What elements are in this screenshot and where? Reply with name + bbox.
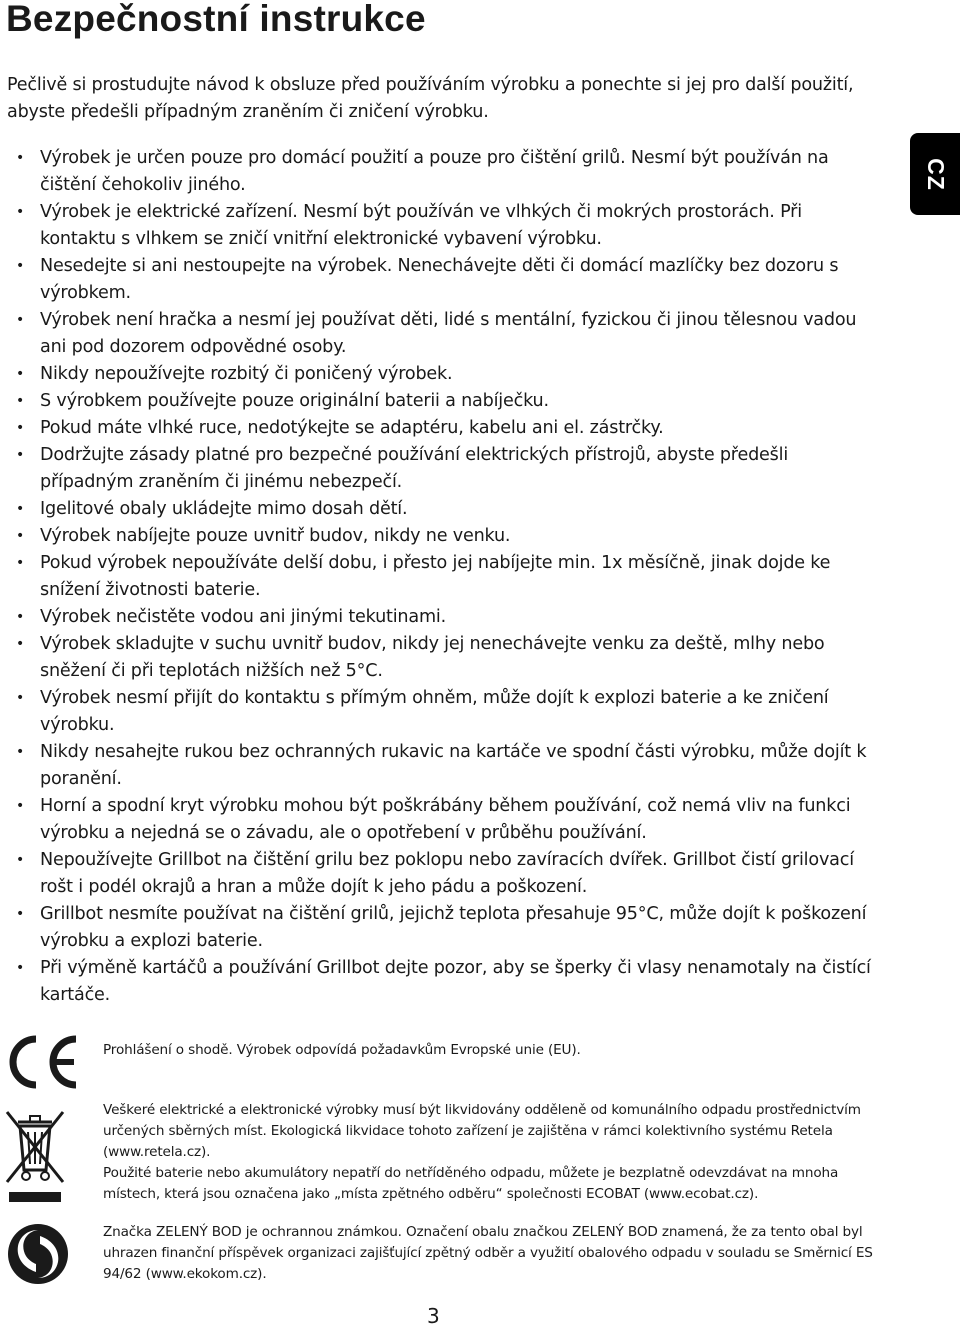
list-item — [14, 442, 876, 496]
rule-text: S výrobkem používejte pouze originální baterii a nabíječku. — [40, 391, 549, 411]
bullet-icon: • — [16, 555, 25, 571]
rule-text: Pokud výrobek nepoužíváte delší dobu, i přesto jej nabíjejte min. 1x měsíčně, jinak dojde ke snížení životnosti baterie. — [40, 553, 831, 600]
list-item — [14, 496, 876, 523]
bullet-icon: • — [16, 258, 25, 274]
bullet-icon: • — [16, 960, 25, 976]
list-item — [14, 523, 876, 550]
list-item — [14, 388, 876, 415]
rule-text: Výrobek nabíjejte pouze uvnitř budov, nikdy ne venku. — [40, 526, 511, 546]
battery-notice-text: Použité baterie nebo akumulátory nepatří do netříděného odpadu, můžete je bezplatně odevzdávat na mnoha místech, která jsou označena jako „místa zpětného odběru“ společnosti ECOBAT (www.ecobat.cz). — [103, 1165, 839, 1202]
list-item — [14, 955, 876, 1009]
rule-text: Nikdy nesahejte rukou bez ochranných rukavic na kartáče ve spodní části výrobku, může dojít k poranění. — [40, 742, 867, 789]
bullet-icon: • — [16, 528, 25, 544]
bullet-icon: • — [16, 690, 25, 706]
list-item — [14, 253, 876, 307]
bullet-icon: • — [16, 420, 25, 436]
list-item — [14, 604, 876, 631]
bullet-icon: • — [16, 366, 25, 382]
bullet-icon: • — [16, 501, 25, 517]
bullet-icon: • — [16, 609, 25, 625]
bullet-icon: • — [16, 447, 25, 463]
bullet-icon: • — [16, 312, 25, 328]
rule-text: Horní a spodní kryt výrobku mohou být poškrábány během používání, což nemá vliv na funkci výrobku a nejedná se o závadu, ale o opotřebení v průběhu používání. — [40, 796, 851, 843]
list-item — [14, 145, 876, 199]
rule-text: Grillbot nesmíte používat na čištění grilů, jejichž teplota přesahuje 95°C, může dojít k poškození výrobku a explozi baterie. — [40, 904, 867, 951]
rule-text: Při výměně kartáčů a používání Grillbot dejte pozor, aby se šperky či vlasy nenamotaly na čistící kartáče. — [40, 958, 871, 1005]
rule-text: Výrobek je elektrické zařízení. Nesmí být používán ve vlhkých či mokrých prostorách. Při kontaktu s vlhkem se zničí vnitřní elektronické vybavení výrobku. — [40, 202, 802, 249]
rule-text: Pokud máte vlhké ruce, nedotýkejte se adaptéru, kabelu ani el. zástrčky. — [40, 418, 664, 438]
list-item — [14, 631, 876, 685]
rule-text: Nepoužívejte Grillbot na čištění grilu bez poklopu nebo zavíracích dvířek. Grillbot čistí grilovací rošt i podél okrajů a hran a může dojít k jeho pádu a poškození. — [40, 850, 854, 897]
list-item — [14, 415, 876, 442]
ce-declaration-text: Prohlášení o shodě. Výrobek odpovídá požadavkům Evropské unie (EU). — [103, 1042, 581, 1058]
rule-text: Igelitové obaly ukládejte mimo dosah dětí. — [40, 499, 408, 519]
page-number: 3 — [427, 1304, 440, 1328]
crossed-out-bin-icon — [4, 1108, 66, 1206]
bullet-icon: • — [16, 393, 25, 409]
rule-text: Výrobek není hračka a nesmí jej používat děti, lidé s mentální, fyzickou či jinou tělesnou vadou ani pod dozorem odpovědné osoby. — [40, 310, 857, 357]
list-item — [14, 685, 876, 739]
ce-mark-icon — [6, 1035, 78, 1089]
rule-text: Výrobek skladujte v suchu uvnitř budov, nikdy jej nenechávejte venku za deště, mlhy nebo sněžení či při teplotách nižších než 5°C. — [40, 634, 825, 681]
list-item — [14, 901, 876, 955]
green-dot-notice-text: Značka ZELENÝ BOD je ochrannou známkou. Označení obalu značkou ZELENÝ BOD znamená, že za tento obal byl uhrazen finanční příspěvek organizaci zajišťující zpětný odběr a využití obalového odpadu v souladu se Směrnicí ES 94/62 (www.ekokom.cz). — [103, 1224, 873, 1282]
list-item — [14, 199, 876, 253]
rule-text: Výrobek je určen pouze pro domácí použití a pouze pro čištění grilů. Nesmí být používán na čištění čehokoliv jiného. — [40, 148, 829, 195]
ce-declaration — [103, 1040, 893, 1061]
weee-notice-text: Veškeré elektrické a elektronické výrobky musí být likvidovány odděleně od komunálního odpadu prostřednictvím určených sběrných míst. Ekologická likvidace tohoto zařízení je zajištěna v rámci kolektivního systému Retela (www.retela.cz). — [103, 1102, 861, 1160]
weee-notice — [103, 1100, 893, 1205]
list-item — [14, 739, 876, 793]
rule-text: Nikdy nepoužívejte rozbitý či poničený výrobek. — [40, 364, 453, 384]
bullet-icon: • — [16, 636, 25, 652]
bullet-icon: • — [16, 852, 25, 868]
page-title: Bezpečnostní instrukce — [6, 0, 426, 39]
rule-text: Nesedejte si ani nestoupejte na výrobek. Nenechávejte děti či domácí mazlíčky bez dozoru s výrobkem. — [40, 256, 839, 303]
rule-text: Dodržujte zásady platné pro bezpečné používání elektrických přístrojů, abyste předešli případným zraněním či jinému nebezpečí. — [40, 445, 789, 492]
bullet-icon: • — [16, 798, 25, 814]
list-item — [14, 307, 876, 361]
green-dot-icon — [6, 1222, 70, 1286]
language-tab — [910, 133, 960, 215]
bullet-icon: • — [16, 204, 25, 220]
rule-text: Výrobek nečistěte vodou ani jinými tekutinami. — [40, 607, 446, 627]
green-dot-notice — [103, 1222, 893, 1285]
list-item — [14, 550, 876, 604]
safety-rules-list — [14, 145, 876, 1009]
list-item — [14, 793, 876, 847]
rule-text: Výrobek nesmí přijít do kontaktu s přímým ohněm, může dojít k explozi baterie a ke zničení výrobku. — [40, 688, 829, 735]
language-tab-label: CZ — [922, 157, 949, 191]
list-item — [14, 847, 876, 901]
list-item — [14, 361, 876, 388]
bullet-icon: • — [16, 906, 25, 922]
bullet-icon: • — [16, 744, 25, 760]
intro-paragraph: Pečlivě si prostudujte návod k obsluze před používáním výrobku a ponechte si jej pro další použití, abyste předešli případným zraněním či zničení výrobku. — [7, 75, 854, 122]
bullet-icon: • — [16, 150, 25, 166]
